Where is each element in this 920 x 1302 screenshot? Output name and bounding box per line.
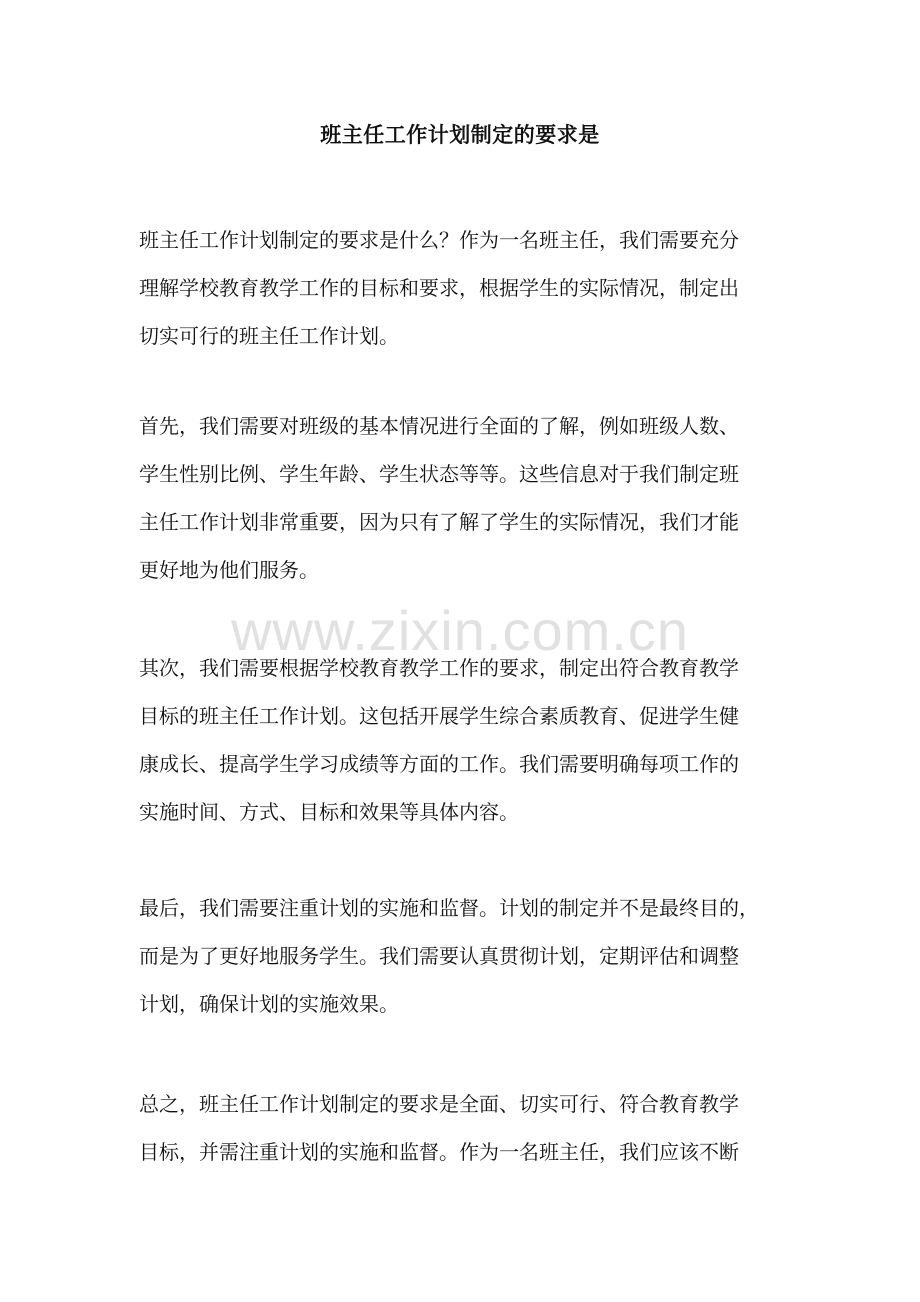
paragraph-line: 切实可行的班主任工作计划。: [139, 324, 399, 348]
paragraph-line: 康成长、提高学生学习成绩等方面的工作。我们需要明确每项工作的: [139, 752, 739, 776]
paragraph-conclusion: [139, 1080, 789, 1176]
paragraph-line: 更好地为他们服务。: [139, 558, 319, 582]
paragraph-line: 目标的班主任工作计划。这包括开展学生综合素质教育、促进学生健: [139, 704, 739, 728]
paragraph-line: 理解学校教育教学工作的目标和要求，根据学生的实际情况，制定出: [139, 276, 739, 300]
paragraph-third: [139, 884, 789, 1028]
watermark: www.zixin.com.cn: [231, 599, 689, 662]
paragraph-second: [139, 644, 789, 836]
paragraph-line: 计划，确保计划的实施效果。: [139, 992, 399, 1016]
paragraph-line: 实施时间、方式、目标和效果等具体内容。: [139, 800, 519, 824]
paragraph-line: 首先，我们需要对班级的基本情况进行全面的了解，例如班级人数、: [139, 414, 739, 438]
paragraph-line: 班主任工作计划制定的要求是什么？作为一名班主任，我们需要充分: [139, 228, 739, 252]
paragraph-line: 学生性别比例、学生年龄、学生状态等等。这些信息对于我们制定班: [139, 462, 739, 486]
paragraph-line: 其次，我们需要根据学校教育教学工作的要求，制定出符合教育教学: [139, 656, 739, 680]
paragraph-line: 最后，我们需要注重计划的实施和监督。计划的制定并不是最终目的，: [139, 896, 759, 920]
document-title: 班主任工作计划制定的要求是: [320, 122, 600, 147]
paragraph-first: [139, 402, 789, 594]
paragraph-line: 而是为了更好地服务学生。我们需要认真贯彻计划，定期评估和调整: [139, 944, 739, 968]
paragraph-line: 总之，班主任工作计划制定的要求是全面、切实可行、符合教育教学: [139, 1092, 739, 1116]
paragraph-line: 主任工作计划非常重要，因为只有了解了学生的实际情况，我们才能: [139, 510, 739, 534]
paragraph-line: 目标，并需注重计划的实施和监督。作为一名班主任，我们应该不断: [139, 1140, 739, 1164]
paragraph-intro: [139, 216, 789, 360]
